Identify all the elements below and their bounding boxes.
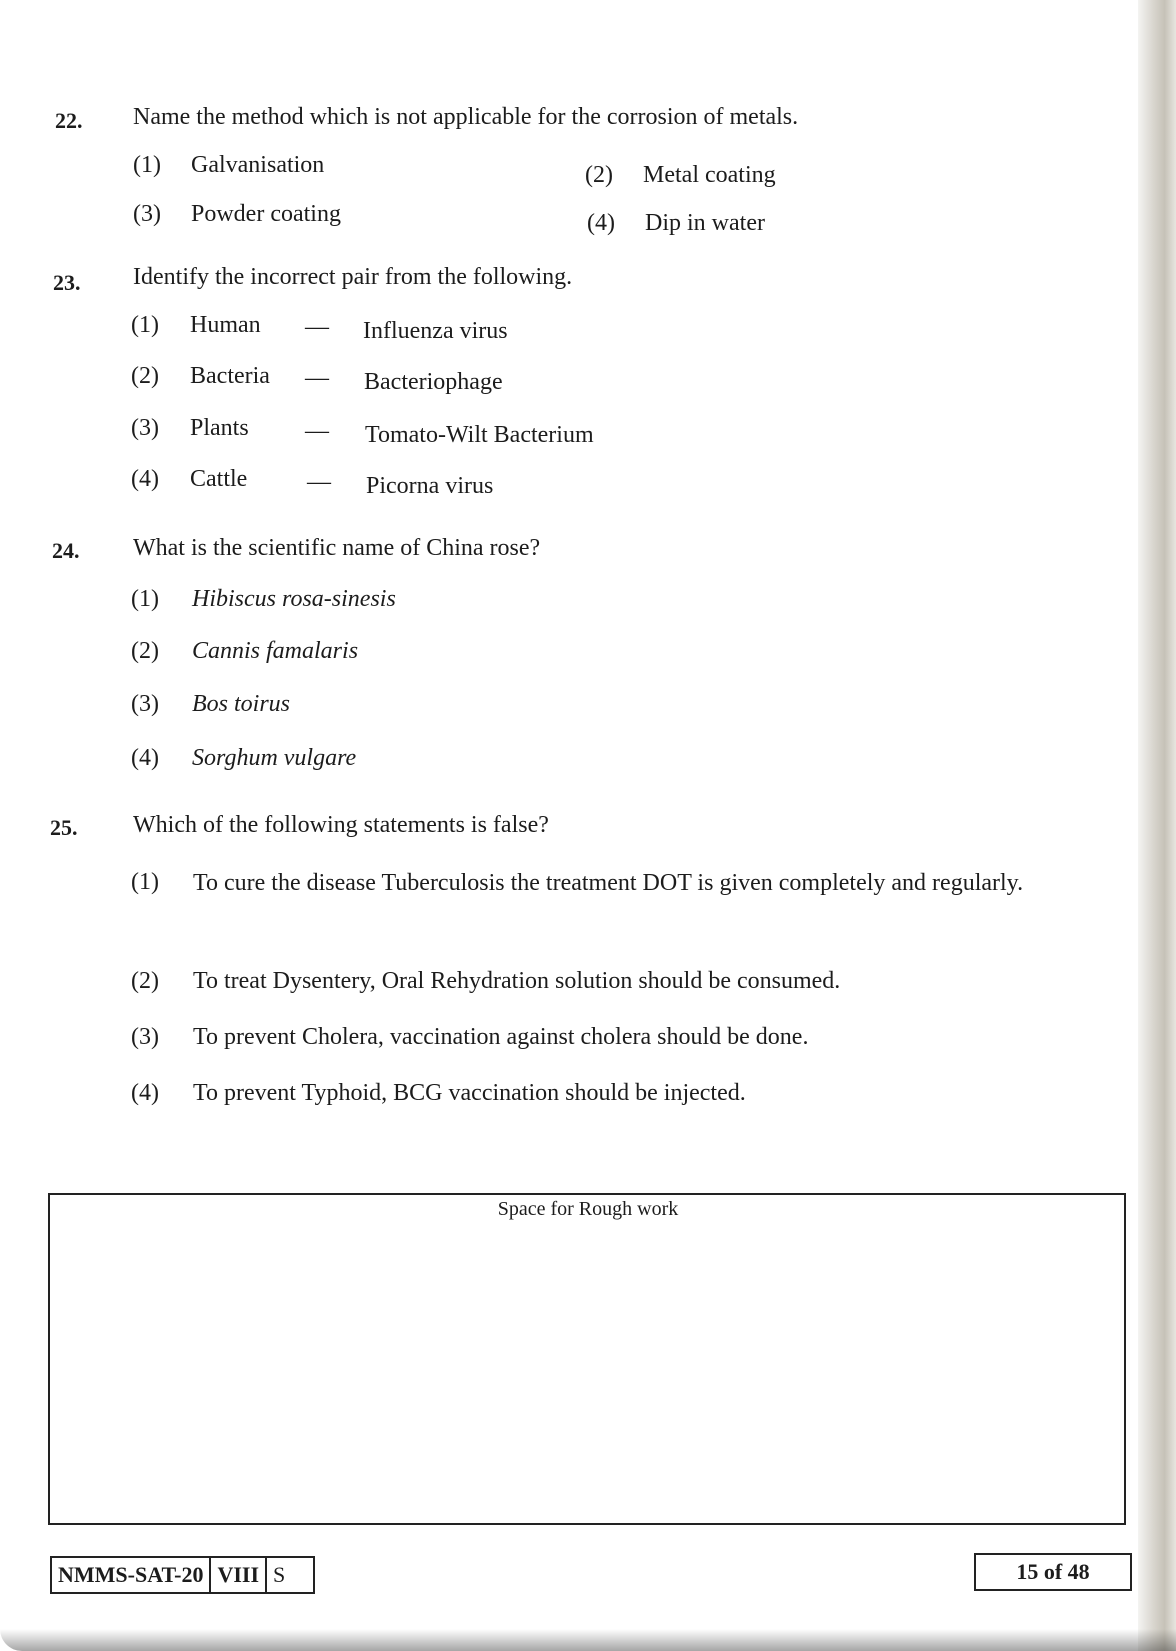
- rough-work-label: Space for Rough work: [497, 1198, 679, 1220]
- page-number: 15 of 48: [974, 1553, 1132, 1591]
- option-1[interactable]: (1) Galvanisation: [133, 152, 325, 178]
- paper-code: NMMS-SAT-20: [52, 1558, 211, 1592]
- option-4[interactable]: (4) Dip in water: [587, 210, 765, 236]
- option-2[interactable]: (2) Metal coating: [585, 162, 776, 188]
- question-number: 25.: [50, 815, 78, 840]
- option-3[interactable]: (3) Bos toirus: [131, 691, 291, 717]
- paper-code-box: [50, 1556, 315, 1594]
- option-2[interactable]: (2) Cannis famalaris: [131, 638, 359, 664]
- option-4[interactable]: (4) Sorghum vulgare: [131, 745, 357, 771]
- option-1[interactable]: (1) Hibiscus rosa-sinesis: [131, 586, 396, 612]
- question-text: What is the scientific name of China rose?: [133, 535, 541, 561]
- option-2[interactable]: (2) To treat Dysentery, Oral Rehydration solution should be consumed.: [131, 968, 841, 994]
- section-label: S: [273, 1562, 286, 1587]
- question-number: 23.: [53, 270, 81, 295]
- rough-work-box: [48, 1193, 1126, 1525]
- class-label: VIII: [211, 1558, 267, 1592]
- page-edge-shadow: [1138, 0, 1176, 1651]
- question-number: 22.: [55, 108, 83, 133]
- question-text: Identify the incorrect pair from the following.: [133, 264, 573, 290]
- option-3[interactable]: (3) To prevent Cholera, vaccination against cholera should be done.: [131, 1024, 809, 1050]
- bottom-edge-shadow: [0, 1629, 1176, 1651]
- option-4[interactable]: (4) To prevent Typhoid, BCG vaccination should be injected.: [131, 1080, 746, 1106]
- question-text: Which of the following statements is false?: [133, 812, 549, 838]
- option-3[interactable]: (3) Powder coating: [133, 201, 341, 227]
- question-number: 24.: [52, 538, 80, 563]
- question-text: Name the method which is not applicable for the corrosion of metals.: [133, 104, 799, 130]
